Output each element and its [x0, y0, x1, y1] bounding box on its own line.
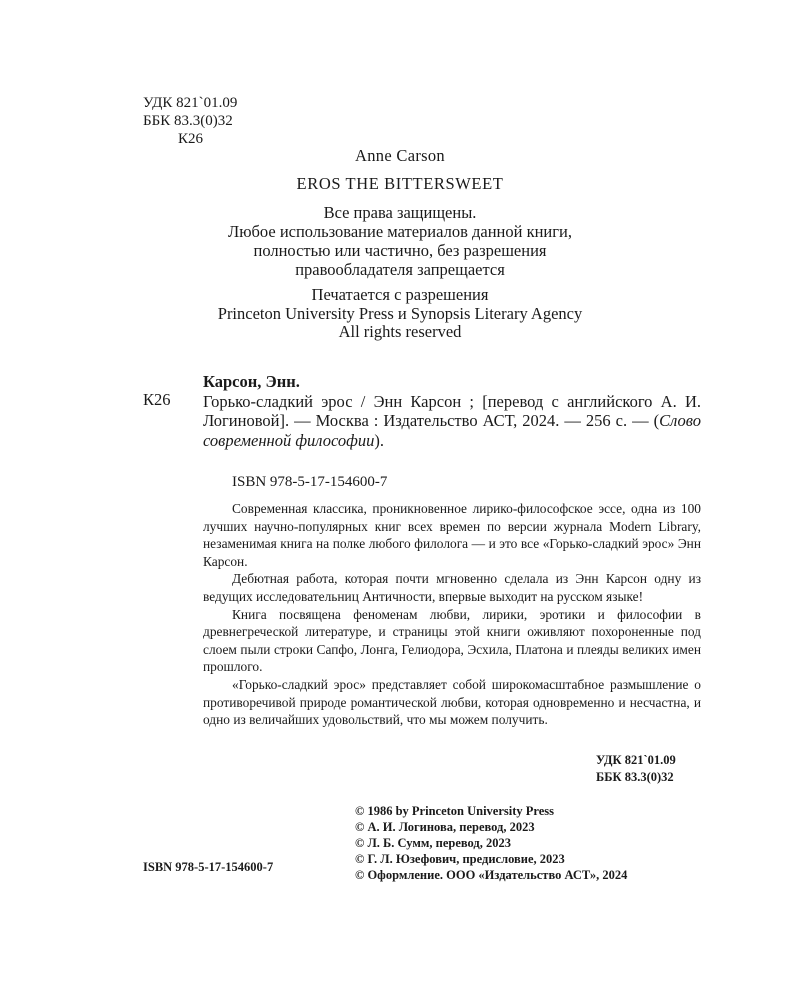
copyright-line: © 1986 by Princeton University Press	[355, 804, 555, 818]
original-title: EROS THE BITTERSWEET	[296, 174, 504, 193]
bbk-code: ББК 83.3(0)32	[596, 770, 674, 784]
copyright-block	[355, 803, 627, 883]
bbk-code: ББК 83.3(0)32	[143, 113, 233, 129]
permission-line: All rights reserved	[338, 322, 462, 341]
annotation	[203, 500, 701, 729]
rights-notice	[0, 203, 800, 279]
annotation-paragraph: Современная классика, проникновенное лирико-философское эссе, одна из 100 лучших научно-популярных книг всех времен по версии журнала Modern Library, незаменимая книга на полке любого филолога — и это все «Горько-сладкий эрос» Энн Карсон.	[203, 501, 701, 569]
rights-line: полностью или частично, без разрешения	[253, 241, 547, 260]
permission-line: Печатается с разрешения	[311, 285, 489, 304]
permission-notice	[0, 286, 800, 342]
author-sign: К26	[178, 131, 204, 147]
permission-line: Princeton University Press и Synopsis Literary Agency	[217, 303, 583, 323]
isbn-record: ISBN 978-5-17-154600-7	[232, 474, 388, 490]
classification-codes-bottom	[596, 752, 676, 786]
annotation-paragraph: «Горько-сладкий эрос» представляет собой широкомасштабное размышление о противоречивой природе романтической любви, которая одновременно и несчастна, и одно из величайших удовольствий, что мы можем получить.	[203, 676, 701, 728]
rights-line: правообладателя запрещается	[295, 260, 505, 279]
annotation-paragraph: Книга посвящена феноменам любви, лирики, эротики и философии в древнегреческой литературе, и страницы этой книги оживляют похороненные под слоем пыли строки Сапфо, Лонга, Гелиодора, Эсхила, Платона и плеяды великих имен прошлого.	[203, 606, 701, 675]
classification-codes	[143, 94, 237, 148]
rights-line: Любое использование материалов данной книги,	[228, 222, 572, 241]
rights-line: Все права защищены.	[323, 203, 477, 222]
biblio-entry	[203, 392, 701, 451]
biblio-entry-end: ).	[374, 430, 384, 450]
udk-code: УДК 821`01.09	[143, 95, 238, 111]
copyright-line: © Оформление. ООО «Издательство АСТ», 2024	[355, 868, 628, 882]
copyright-line: © А. И. Логинова, перевод, 2023	[355, 820, 535, 834]
copyright-line: © Л. Б. Сумм, перевод, 2023	[355, 836, 511, 850]
series-title: Слово современной философии	[203, 411, 701, 450]
udk-code: УДК 821`01.09	[596, 753, 676, 767]
isbn-bottom: ISBN 978-5-17-154600-7	[143, 860, 274, 874]
biblio-entry-main: Горько-сладкий эрос / Энн Карсон ; [перевод с английского А. И. Логиновой]. — Москва : Издательство АСТ, 2024. — 256 с. — (	[203, 391, 701, 430]
original-author: Anne Carson	[355, 146, 445, 165]
annotation-paragraph: Дебютная работа, которая почти мгновенно сделала из Энн Карсон одну из ведущих исследовательниц Античности, впервые выходит на русском языке!	[203, 571, 701, 604]
copyright-line: © Г. Л. Юзефович, предисловие, 2023	[355, 852, 565, 866]
biblio-author-sign: К26	[143, 390, 171, 409]
biblio-heading: Карсон, Энн.	[203, 372, 300, 391]
bibliographic-record	[203, 372, 701, 450]
